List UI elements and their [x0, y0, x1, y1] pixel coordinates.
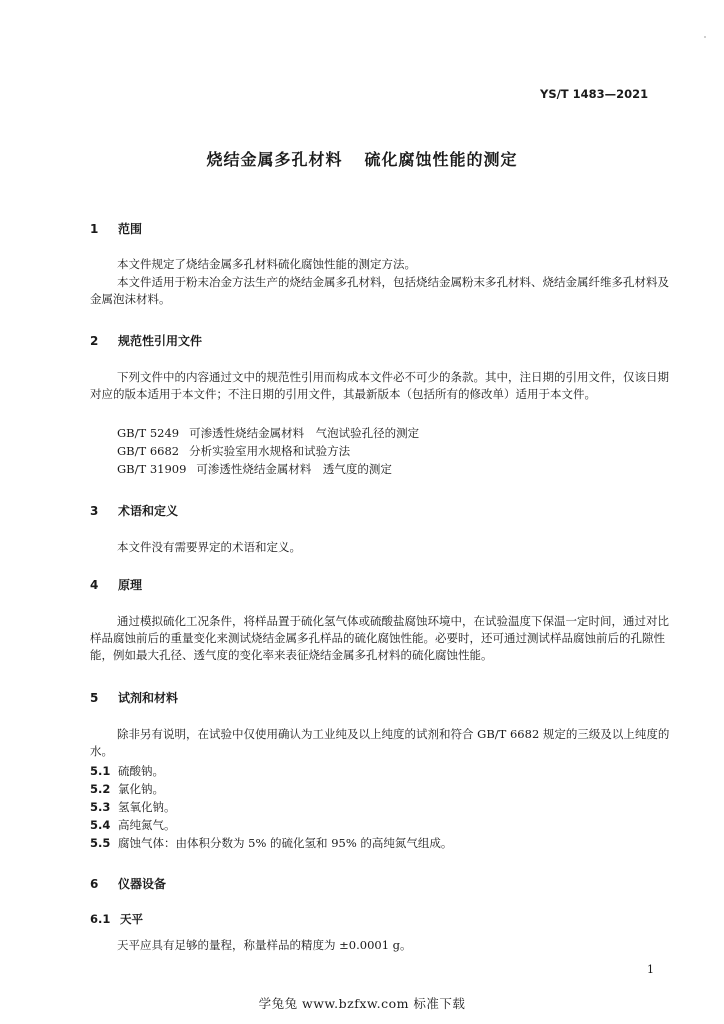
section-number: 6 [90, 877, 99, 891]
section-4-heading [90, 576, 142, 593]
item-number: 5.1 [90, 764, 111, 778]
s1-paragraph-2: 本文件适用于粉末冶金方法生产的烧结金属多孔材料，包括烧结金属粉末多孔材料、烧结金属纤维多孔材料及金属泡沫材料。 [90, 275, 669, 306]
item-number: 5.3 [90, 800, 111, 814]
reference-item [117, 443, 350, 459]
page-number: 1 [647, 963, 654, 976]
reference-title: 可渗透性烧结金属材料 透气度的测定 [196, 462, 392, 476]
reference-item [117, 425, 419, 441]
item-number: 5.2 [90, 782, 111, 796]
section-number: 5 [90, 691, 99, 705]
reference-item [117, 461, 392, 477]
section-title: 试剂和材料 [118, 691, 179, 705]
reference-code: GB/T 31909 [117, 462, 187, 476]
item-text: 氯化钠。 [118, 782, 164, 796]
section-title: 仪器设备 [118, 877, 167, 891]
section-title: 原理 [118, 578, 143, 592]
section-6-heading [90, 875, 166, 892]
s2-paragraph-1: 下列文件中的内容通过文中的规范性引用而构成本文件必不可少的条款。其中，注日期的引用文件，仅该日期对应的版本适用于本文件；不注日期的引用文件，其最新版本（包括所有的修改单）适用于本文件。 [90, 370, 669, 401]
section-3-heading [90, 502, 178, 519]
item-text: 腐蚀气体：由体积分数为 5% 的硫化氢和 95% 的高纯氮气组成。 [118, 836, 453, 850]
list-item [90, 817, 176, 833]
s4-paragraph-1: 通过模拟硫化工况条件，将样品置于硫化氢气体或硫酸盐腐蚀环境中，在试验温度下保温一定时间，通过对比样品腐蚀前后的重量变化来测试烧结金属多孔样品的硫化腐蚀性能。必要时，还可通过测试样品腐蚀前后的孔隙性能，例如最大孔径、透气度的变化率来表征烧结金属多孔材料的硫化腐蚀性能。 [90, 614, 669, 662]
s5-paragraph-1: 除非另有说明，在试验中仅使用确认为工业纯及以上纯度的试剂和符合 GB/T 6682 规定的三级及以上纯度的水。 [90, 727, 670, 758]
section-title: 范围 [118, 222, 143, 236]
item-text: 高纯氮气。 [118, 818, 176, 832]
subsection-6-1-heading [90, 911, 143, 927]
list-item [90, 763, 164, 779]
s1-paragraph-1: 本文件规定了烧结金属多孔材料硫化腐蚀性能的测定方法。 [117, 257, 416, 271]
subsection-title: 天平 [120, 912, 143, 926]
document-title [0, 147, 724, 170]
section-title: 术语和定义 [118, 504, 179, 518]
section-number: 3 [90, 504, 99, 518]
list-item [90, 781, 164, 797]
download-footer: 学兔兔 www.bzfxw.com 标准下载 [258, 996, 466, 1011]
title-part2: 硫化腐蚀性能的测定 [364, 150, 518, 169]
scan-speck [704, 36, 706, 38]
section-number: 4 [90, 578, 99, 592]
item-number: 5.5 [90, 836, 111, 850]
reference-title: 可渗透性烧结金属材料 气泡试验孔径的测定 [189, 426, 420, 440]
section-5-heading [90, 689, 178, 706]
item-number: 5.4 [90, 818, 111, 832]
list-item [90, 799, 176, 815]
section-number: 2 [90, 334, 99, 348]
reference-code: GB/T 6682 [117, 444, 180, 458]
section-title: 规范性引用文件 [118, 334, 203, 348]
title-part1: 烧结金属多孔材料 [206, 150, 343, 169]
reference-code: GB/T 5249 [117, 426, 180, 440]
section-number: 1 [90, 222, 99, 236]
standard-code: YS/T 1483—2021 [540, 87, 649, 101]
section-2-heading [90, 332, 202, 349]
s3-paragraph-1: 本文件没有需要界定的术语和定义。 [117, 540, 301, 554]
list-item [90, 835, 452, 851]
item-text: 氢氧化钠。 [118, 800, 176, 814]
subsection-number: 6.1 [90, 912, 111, 926]
s6-1-paragraph-1: 天平应具有足够的量程，称量样品的精度为 ±0.0001 g。 [117, 938, 412, 952]
item-text: 硫酸钠。 [118, 764, 164, 778]
section-1-heading [90, 220, 142, 237]
reference-title: 分析实验室用水规格和试验方法 [189, 444, 351, 458]
